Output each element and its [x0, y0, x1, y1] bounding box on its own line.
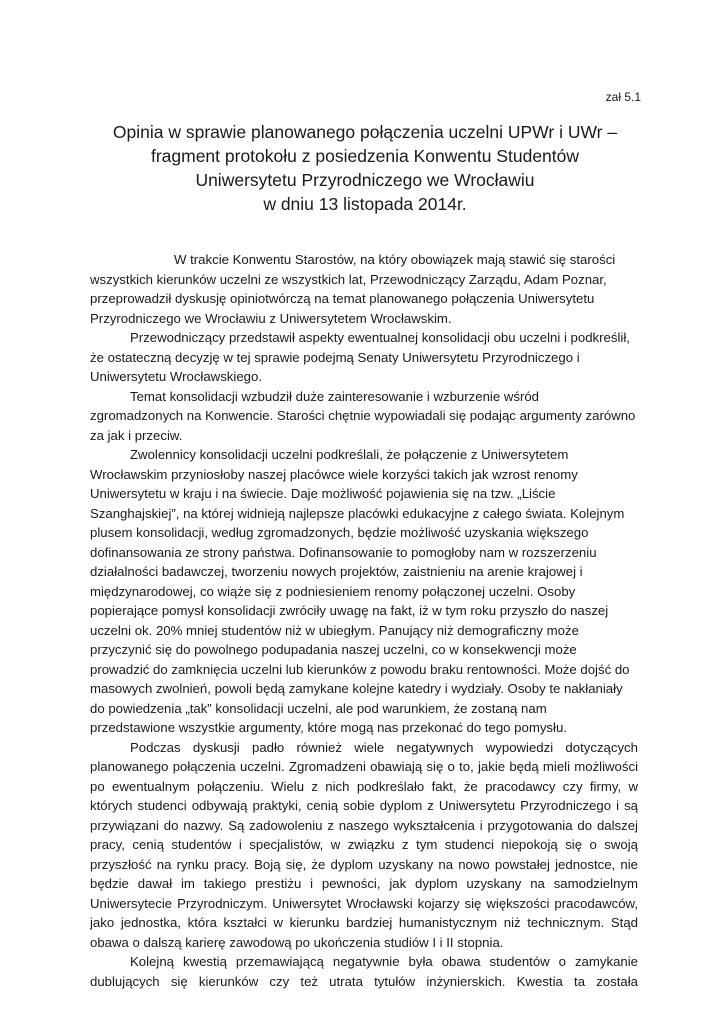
text-line: przyczynić się do powolnego podupadania naszej uczelni, co w konsekwencji może [90, 642, 577, 657]
text-line: będzie dawał im takiego prestiżu i pewności, jak dyplom uzyskany na samodzielnym [90, 876, 638, 891]
paragraph-temat [90, 387, 638, 446]
text-line: zgromadzonych na Konwencie. Starości chętnie wypowiadali się podając argumenty zarówno [90, 408, 636, 423]
title-line: fragment protokołu z posiedzenia Konwentu Studentów [150, 146, 580, 166]
text-line: Uniwersytetu Wrocławskiego. [90, 369, 262, 384]
title-line: w dniu 13 listopada 2014r. [263, 194, 467, 214]
title-line: Uniwersytetu Przyrodniczego we Wrocławiu [195, 170, 535, 190]
text-line: międzynarodowej, co wiąże się z podniesieniem renomy połączonej uczelni. Osoby [90, 583, 576, 599]
attachment-label: zał 5.1 [605, 90, 641, 104]
paragraph-kolejna-kwestia [90, 952, 638, 991]
text-line: których studenci odbywają praktyki, cenią sobie dyplom z Uniwersytetu Przyrodniczego i są [90, 798, 638, 813]
text-line: przywiązani do nazwy. Są zadowoleniu z naszego wykształcenia i przygotowania do dalszej [90, 817, 638, 833]
title-line: Opinia w sprawie planowanego połączenia uczelni UPWr i UWr – [112, 122, 618, 142]
text-line: plusem konsolidacji, według zgromadzonych, będzie możliwość uzyskania większego [90, 525, 589, 540]
text-line: za jak i przeciw. [90, 427, 183, 443]
text-line: Przyrodniczego we Wrocławiu z Uniwersytetem Wrocławskim. [90, 310, 452, 326]
text-line: masowych zwolnień, powoli będą zamykane kolejne katedry i wydziały. Osoby te nakłaniały [90, 681, 623, 696]
text-line: przyszłość na rynku pracy. Boją się, że dyplom uzyskany na nowo powstałej jednostce, nie [90, 856, 638, 872]
text-line: Temat konsolidacji wzbudził duże zainteresowanie i wzburzenie wśród [130, 388, 540, 404]
text-line: uczelni ok. 20% mniej studentów niż w ubiegłym. Panujący niż demograficzny może [90, 622, 579, 638]
paragraph-przeciwnicy [90, 738, 638, 953]
text-line: Wrocławskim przyniosłoby naszej placówce wiele korzyści takich jak wzrost renomy [90, 466, 578, 482]
paragraph-konwent [90, 250, 638, 328]
text-line: popierające pomysł konsolidacji zwróciły uwagę na fakt, iż w tym roku przyszło do naszej [90, 603, 609, 618]
paragraph-przewodniczacy [90, 328, 638, 387]
text-line: Szanghajskiej”, na której widnieją najlepsze placówki edukacyjne z całego świata. Kolejnym [90, 505, 625, 521]
text-line: obawa o dalszą karierę zawodową po ukończenia studiów I i II stopnia. [90, 934, 504, 950]
text-line: przedstawione wszystkie argumenty, które mogą nas przekonać do tego pomysłu. [90, 720, 567, 735]
text-line: Kolejną kwestią przemawiającą negatywnie była obawa studentów o zamykanie [130, 954, 638, 969]
document-body [90, 250, 638, 991]
text-line: przeprowadził dyskusję opiniotwórczą na temat planowanego połączenia Uniwersytetu [90, 291, 595, 306]
document-title [80, 120, 650, 216]
text-line: działalności badawczej, tworzeniu nowych projektów, zaistnieniu na arenie krajowej i [90, 564, 583, 579]
text-line: Uniwersytetu w kraju i na świecie. Daje możliwość pojawienia się na tzw. „Liście [90, 486, 556, 501]
text-line: po ewentualnym połączeniu. Wielu z nich podkreślało fakt, że pracodawcy czy firmy, w [90, 778, 638, 794]
text-line: dofinansowania ze strony państwa. Dofinansowanie to pomogłoby nam w rozszerzeniu [90, 544, 597, 560]
text-line: dublujących się kierunków czy też utrata tytułów inżynierskich. Kwestia ta została [90, 973, 638, 989]
text-line: prowadzić do zamknięcia uczelni lub kierunków z powodu braku rentowności. Może dojść do [90, 661, 630, 677]
text-line: wszystkich kierunków uczelni ze wszystkich lat, Przewodniczący Zarządu, Adam Poznar, [90, 271, 607, 287]
text-line: pracy, cenią studentów i specjalistów, w związku z tym studenci niepokoją się o swoją [90, 837, 638, 852]
text-line: jako jednostka, która kształci w kierunku bardziej humanistycznym niż technicznym. Stąd [90, 915, 638, 930]
text-line: że ostateczną decyzję w tej sprawie podejmą Senaty Uniwersytetu Przyrodniczego i [90, 349, 580, 365]
text-line: do powiedzenia „tak” konsolidacji uczelni, ale pod warunkiem, że zostaną nam [90, 700, 547, 716]
paragraph-zwolennicy [90, 445, 638, 738]
text-line: Uniwersytecie Przyrodniczym. Uniwersytet Wrocławski kojarzy się większości pracodawców, [90, 895, 638, 911]
text-line: Podczas dyskusji padło również wiele negatywnych wypowiedzi dotyczących [130, 739, 638, 755]
text-line: Przewodniczący przedstawił aspekty ewentualnej konsolidacji obu uczelni i podkreślił, [130, 330, 630, 345]
text-line: planowanego połączenia uczelni. Zgromadzeni obawiają się o to, jakie będą mieli możliwości [90, 759, 638, 774]
text-line: Zwolennicy konsolidacji uczelni podkreślali, że połączenie z Uniwersytetem [130, 447, 569, 462]
text-line: W trakcie Konwentu Starostów, na który obowiązek mają stawić się starości [174, 252, 616, 267]
